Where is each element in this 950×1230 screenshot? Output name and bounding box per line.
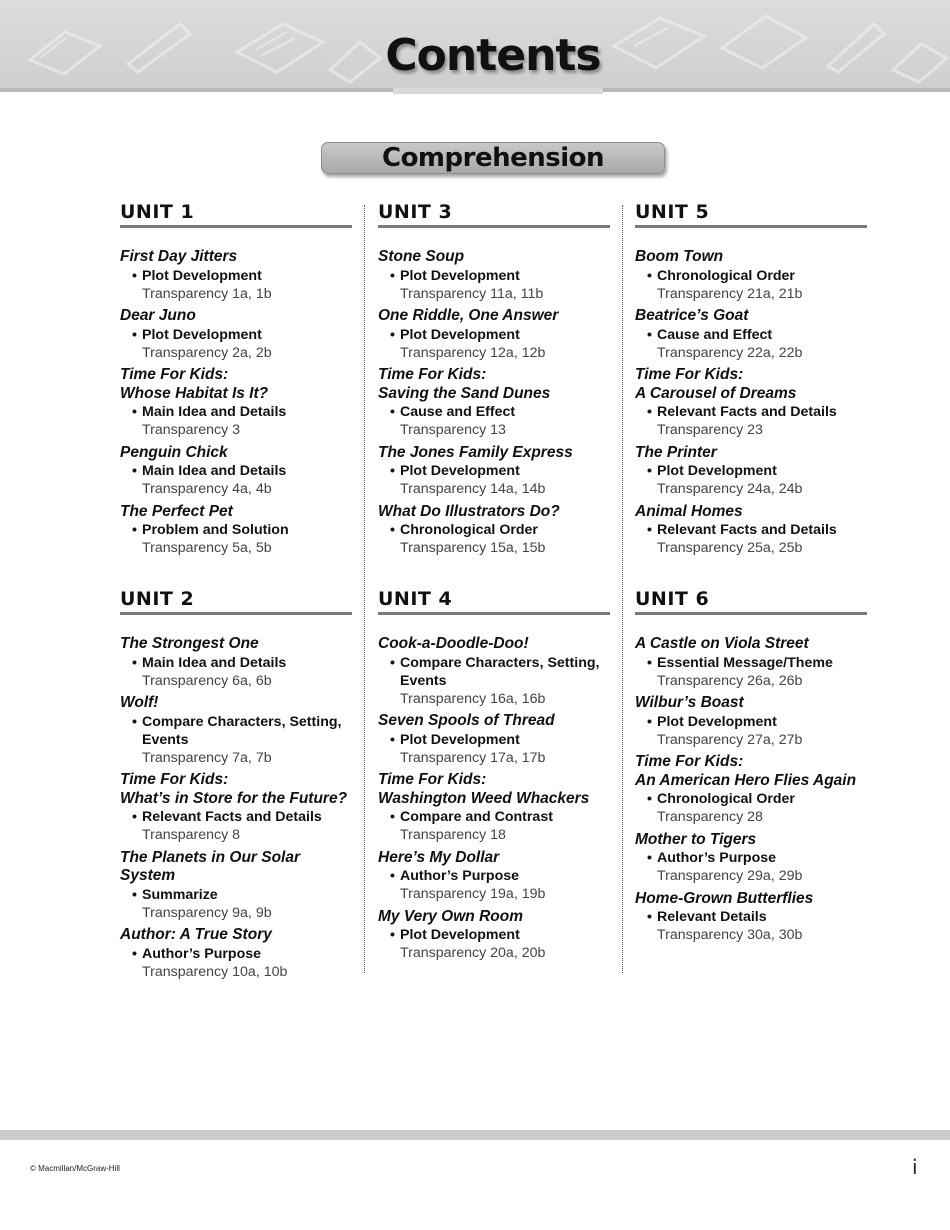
skill-item	[635, 521, 867, 539]
story-title: Seven Spools of Thread	[378, 712, 555, 729]
bullet-icon: •	[132, 267, 137, 284]
transparency-label: Transparency 14a, 14b	[400, 481, 546, 497]
skill-item	[120, 267, 352, 285]
skill-label: Author’s Purpose	[400, 868, 520, 884]
column-divider	[622, 205, 623, 973]
unit-heading: UNIT 2	[120, 587, 352, 615]
skill-label: Author’s Purpose	[142, 945, 262, 962]
skill-label: Chronological Order	[657, 791, 795, 807]
unit-heading: UNIT 4	[378, 587, 610, 615]
story-title: Wolf!	[120, 694, 159, 711]
footer-bar	[0, 1130, 950, 1140]
bullet-icon: •	[647, 654, 652, 671]
transparency-label: Transparency 5a, 5b	[142, 540, 272, 556]
bullet-icon: •	[390, 463, 395, 479]
skill-item	[378, 267, 610, 285]
story-entry	[635, 366, 867, 440]
story-title: Mother to Tigers	[635, 830, 757, 848]
story-entry	[635, 890, 867, 945]
skill-label: Relevant Details	[657, 909, 767, 925]
story-entry	[378, 503, 610, 558]
transparency-label: Transparency 17a, 17b	[400, 749, 546, 766]
story-entry	[120, 307, 352, 362]
transparency-label: Transparency 28	[657, 809, 763, 825]
story-entry	[378, 366, 610, 440]
story-title: Stone Soup	[378, 248, 465, 265]
skill-label: Compare Characters, Setting,	[400, 654, 600, 671]
skill-label: Plot Development	[400, 463, 520, 479]
skill-label: Plot Development	[400, 267, 520, 284]
story-title: Home-Grown Butterflies	[635, 889, 814, 907]
story-title: Washington Weed Whackers	[378, 789, 590, 807]
story-entry	[120, 248, 352, 303]
story-title: A Carousel of Dreams	[635, 384, 797, 402]
story-list	[120, 248, 352, 558]
bullet-icon: •	[390, 868, 395, 884]
story-list	[120, 635, 352, 981]
section-heading-comprehension: Comprehension	[321, 142, 665, 174]
story-title: The Perfect Pet	[120, 502, 233, 520]
story-title: Animal Homes	[635, 502, 743, 520]
story-title: An American Hero Flies Again	[635, 771, 857, 789]
skill-label: Plot Development	[657, 713, 777, 730]
bullet-icon: •	[390, 654, 395, 671]
bullet-icon: •	[647, 791, 652, 807]
bullet-icon: •	[132, 522, 137, 538]
title-underline	[393, 88, 603, 94]
transparency-label: Transparency 8	[142, 827, 241, 843]
bullet-icon: •	[390, 404, 395, 420]
skill-item	[120, 713, 352, 749]
skill-item	[378, 462, 610, 480]
story-title: Time For Kids:	[378, 366, 487, 383]
story-title: What’s in Store for the Future?	[120, 789, 348, 807]
skill-label: Chronological Order	[400, 522, 538, 538]
skill-label: Cause and Effect	[400, 404, 516, 420]
unit-section	[378, 200, 610, 562]
skill-label: Plot Development	[400, 326, 520, 343]
bullet-icon: •	[390, 326, 395, 343]
story-title: One Riddle, One Answer	[378, 307, 559, 324]
unit-section	[378, 587, 610, 967]
story-entry	[378, 849, 610, 904]
bullet-icon: •	[132, 945, 137, 962]
bullet-icon: •	[647, 713, 652, 730]
story-title: Saving the Sand Dunes	[378, 384, 551, 402]
skill-item	[635, 267, 867, 285]
story-title: Time For Kids:	[635, 366, 744, 383]
skill-label: Chronological Order	[657, 267, 795, 284]
story-entry	[120, 926, 352, 981]
story-title: A Castle on Viola Street	[635, 635, 809, 652]
bullet-icon: •	[647, 404, 652, 420]
skill-label: Problem and Solution	[142, 522, 289, 538]
transparency-label: Transparency 25a, 25b	[657, 540, 803, 556]
transparency-label: Transparency 1a, 1b	[142, 285, 272, 302]
story-list	[635, 635, 867, 945]
skill-label: Cause and Effect	[657, 326, 773, 343]
bullet-icon: •	[132, 404, 137, 420]
transparency-label: Transparency 3	[142, 422, 241, 438]
skill-item	[635, 849, 867, 867]
skill-label: Plot Development	[142, 326, 262, 343]
transparency-label: Transparency 26a, 26b	[657, 672, 803, 689]
story-list	[378, 248, 610, 558]
story-title: The Jones Family Express	[378, 443, 573, 461]
skill-label: Main Idea and Details	[142, 463, 287, 479]
transparency-label: Transparency 7a, 7b	[142, 749, 272, 766]
skill-label: Main Idea and Details	[142, 654, 287, 671]
bullet-icon: •	[132, 463, 137, 479]
skill-item	[635, 462, 867, 480]
story-entry	[378, 635, 610, 708]
skill-item	[378, 403, 610, 421]
skill-label: Relevant Facts and Details	[657, 522, 837, 538]
skill-label: Essential Message/Theme	[657, 654, 833, 671]
unit-section	[635, 200, 867, 562]
unit-section	[635, 587, 867, 949]
bullet-icon: •	[132, 886, 137, 903]
story-title: Dear Juno	[120, 307, 196, 324]
transparency-label: Transparency 6a, 6b	[142, 672, 272, 689]
bullet-icon: •	[647, 522, 652, 538]
skill-item	[378, 326, 610, 344]
skill-label: Events	[142, 731, 189, 748]
copyright-notice: © Macmillan/McGraw-Hill	[30, 1164, 120, 1173]
story-title: Cook-a-Doodle-Doo!	[378, 635, 529, 652]
transparency-label: Transparency 27a, 27b	[657, 731, 803, 748]
unit-heading: UNIT 3	[378, 200, 610, 228]
story-entry	[120, 444, 352, 499]
skill-item	[120, 654, 352, 672]
transparency-label: Transparency 15a, 15b	[400, 540, 546, 556]
transparency-label: Transparency 20a, 20b	[400, 945, 546, 961]
contents-column-2	[378, 200, 610, 976]
transparency-label: Transparency 24a, 24b	[657, 481, 803, 497]
story-title: The Strongest One	[120, 635, 259, 652]
unit-heading: UNIT 6	[635, 587, 867, 615]
skill-item	[635, 326, 867, 344]
story-title: What Do Illustrators Do?	[378, 502, 560, 520]
bullet-icon: •	[132, 809, 137, 825]
story-entry	[378, 908, 610, 963]
bullet-icon: •	[390, 267, 395, 284]
story-title: The Printer	[635, 443, 717, 461]
transparency-label: Transparency 16a, 16b	[400, 690, 546, 707]
story-entry	[120, 635, 352, 690]
bullet-icon: •	[647, 326, 652, 343]
column-divider	[364, 205, 365, 973]
story-entry	[635, 503, 867, 558]
bullet-icon: •	[647, 463, 652, 479]
skill-item	[120, 808, 352, 826]
story-entry	[635, 753, 867, 827]
skill-item	[378, 926, 610, 944]
skill-item	[378, 521, 610, 539]
skill-item	[120, 462, 352, 480]
story-title: Beatrice’s Goat	[635, 307, 749, 324]
story-title: The Planets in Our Solar System	[120, 848, 301, 884]
story-list	[378, 635, 610, 963]
story-title: Whose Habitat Is It?	[120, 384, 269, 402]
skill-label: Plot Development	[400, 731, 520, 748]
transparency-label: Transparency 22a, 22b	[657, 344, 803, 361]
story-entry	[120, 366, 352, 440]
story-title: Time For Kids:	[378, 771, 487, 788]
bullet-icon: •	[390, 731, 395, 748]
story-title: Time For Kids:	[120, 366, 229, 383]
story-title: Wilbur’s Boast	[635, 694, 744, 711]
story-entry	[120, 849, 352, 923]
bullet-icon: •	[390, 927, 395, 943]
skill-item	[120, 945, 352, 963]
story-entry	[635, 635, 867, 690]
contents-column-3	[635, 200, 867, 976]
skill-label: Events	[400, 672, 447, 689]
unit-section	[120, 200, 352, 562]
story-entry	[635, 307, 867, 362]
unit-heading: UNIT 1	[120, 200, 352, 228]
story-entry	[635, 694, 867, 749]
skill-label: Plot Development	[400, 927, 520, 943]
story-entry	[635, 248, 867, 303]
story-entry	[120, 694, 352, 767]
story-entry	[635, 444, 867, 499]
story-entry	[378, 307, 610, 362]
bullet-icon: •	[132, 713, 137, 730]
skill-label: Relevant Facts and Details	[142, 809, 322, 825]
story-title: Author: A True Story	[120, 926, 272, 943]
transparency-label: Transparency 18	[400, 827, 506, 843]
story-entry	[635, 831, 867, 886]
bullet-icon: •	[132, 326, 137, 343]
bullet-icon: •	[647, 267, 652, 284]
skill-item	[120, 886, 352, 904]
story-title: Penguin Chick	[120, 443, 228, 461]
story-entry	[120, 771, 352, 845]
transparency-label: Transparency 29a, 29b	[657, 868, 803, 884]
story-entry	[378, 771, 610, 845]
skill-label: Compare and Contrast	[400, 809, 553, 825]
transparency-label: Transparency 19a, 19b	[400, 886, 546, 902]
transparency-label: Transparency 4a, 4b	[142, 481, 272, 497]
transparency-label: Transparency 21a, 21b	[657, 285, 803, 302]
skill-item	[635, 654, 867, 672]
skill-label: Compare Characters, Setting,	[142, 713, 342, 730]
skill-label: Plot Development	[657, 463, 777, 479]
story-title: Here’s My Dollar	[378, 848, 500, 866]
transparency-label: Transparency 10a, 10b	[142, 963, 288, 980]
skill-item	[635, 790, 867, 808]
skill-item	[635, 908, 867, 926]
story-title: First Day Jitters	[120, 248, 238, 265]
bullet-icon: •	[647, 850, 652, 866]
contents-column-1	[120, 200, 352, 980]
skill-item	[120, 326, 352, 344]
skill-item	[378, 731, 610, 749]
story-title: Boom Town	[635, 248, 724, 265]
skill-item	[635, 713, 867, 731]
skill-label: Main Idea and Details	[142, 404, 287, 420]
transparency-label: Transparency 12a, 12b	[400, 344, 546, 361]
story-entry	[378, 248, 610, 303]
bullet-icon: •	[132, 654, 137, 671]
story-entry	[120, 503, 352, 558]
transparency-label: Transparency 2a, 2b	[142, 344, 272, 361]
page-number: i	[912, 1155, 918, 1179]
story-title: Time For Kids:	[120, 771, 229, 788]
bullet-icon: •	[390, 522, 395, 538]
transparency-label: Transparency 13	[400, 422, 506, 438]
skill-label: Author’s Purpose	[657, 850, 777, 866]
story-list	[635, 248, 867, 558]
unit-section	[120, 587, 352, 985]
story-entry	[378, 712, 610, 767]
skill-item	[120, 403, 352, 421]
skill-label: Summarize	[142, 886, 218, 903]
skill-item	[120, 521, 352, 539]
story-title: Time For Kids:	[635, 753, 744, 770]
bullet-icon: •	[647, 909, 652, 925]
story-title: My Very Own Room	[378, 907, 523, 925]
skill-label: Plot Development	[142, 267, 262, 284]
skill-item	[635, 403, 867, 421]
story-entry	[378, 444, 610, 499]
skill-item	[378, 654, 610, 690]
transparency-label: Transparency 11a, 11b	[400, 285, 544, 302]
skill-label: Relevant Facts and Details	[657, 404, 837, 420]
bullet-icon: •	[390, 809, 395, 825]
transparency-label: Transparency 9a, 9b	[142, 904, 272, 921]
unit-heading: UNIT 5	[635, 200, 867, 228]
transparency-label: Transparency 30a, 30b	[657, 927, 803, 943]
skill-item	[378, 867, 610, 885]
skill-item	[378, 808, 610, 826]
transparency-label: Transparency 23	[657, 422, 763, 438]
page-title: Contents	[385, 30, 601, 81]
